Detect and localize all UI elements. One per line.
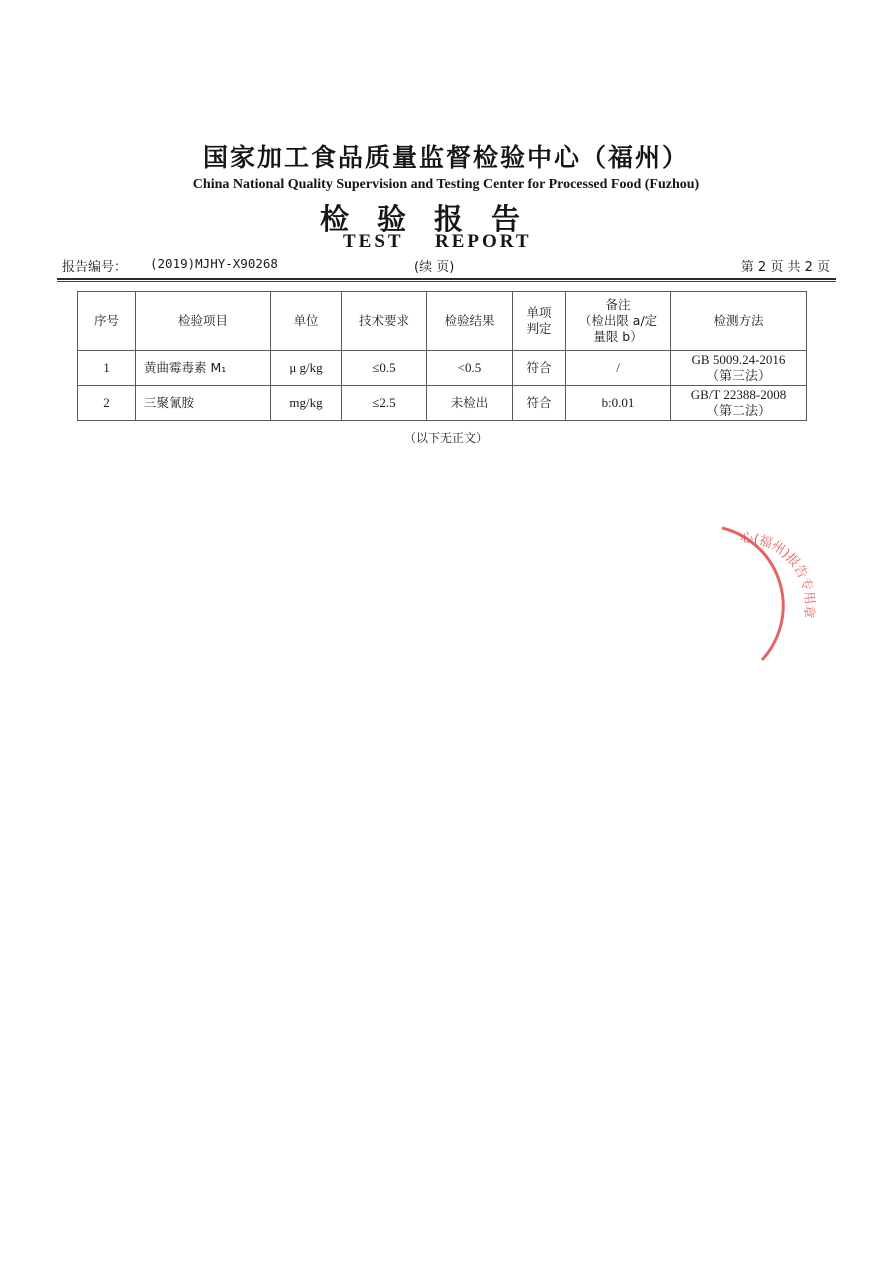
header-remark-line1: 备注 xyxy=(605,297,631,312)
report-number: (2019)MJHY-X90268 xyxy=(150,256,278,271)
cell-method-line1: GB 5009.24-2016 xyxy=(691,352,786,367)
table-header-row xyxy=(78,292,807,351)
cell-judgement: 符合 xyxy=(513,386,566,421)
report-title-english: TEST REPORT xyxy=(343,231,532,252)
header-remark-line3: 量限 b） xyxy=(593,329,643,344)
seal-text: 心(福州)报告专用章 xyxy=(739,530,817,620)
header-remark-line2: （检出限 a/定 xyxy=(578,313,658,328)
header-rule-thin xyxy=(57,281,836,282)
header-requirement: 技术要求 xyxy=(342,292,427,351)
header-result: 检验结果 xyxy=(427,292,513,351)
report-meta-row xyxy=(62,256,830,276)
cell-method xyxy=(671,351,807,386)
cell-result: <0.5 xyxy=(427,351,513,386)
cell-seq: 2 xyxy=(78,386,136,421)
cell-requirement: ≤0.5 xyxy=(342,351,427,386)
table-row xyxy=(78,386,807,421)
report-number-label: 报告编号： xyxy=(62,260,128,275)
cell-judgement: 符合 xyxy=(513,351,566,386)
cell-method-line2: （第二法） xyxy=(705,403,771,418)
cell-method-line1: GB/T 22388-2008 xyxy=(690,387,787,402)
cell-requirement: ≤2.5 xyxy=(342,386,427,421)
cell-method xyxy=(671,386,807,421)
cell-result: 未检出 xyxy=(427,386,513,421)
cell-unit: μ g/kg xyxy=(271,351,342,386)
results-table xyxy=(77,291,807,421)
cell-unit: mg/kg xyxy=(271,386,342,421)
continuation-label: (续 页) xyxy=(414,260,455,275)
cell-method-line2: （第三法） xyxy=(705,368,771,383)
header-seq: 序号 xyxy=(78,292,136,351)
center-title-english: China National Quality Supervision and Testing Center for Processed Food (Fuzhou) xyxy=(192,177,700,192)
header-rule xyxy=(57,278,836,280)
cell-item: 黄曲霉毒素 M₁ xyxy=(136,351,271,386)
cell-seq: 1 xyxy=(78,351,136,386)
cell-remark: / xyxy=(566,351,671,386)
header-judgement-line1: 单项 xyxy=(526,305,552,320)
header-judgement-line2: 判定 xyxy=(526,321,552,336)
header-method: 检测方法 xyxy=(671,292,807,351)
report-title-chinese: 检验报告 xyxy=(320,202,549,236)
official-seal-icon xyxy=(700,520,850,670)
header-unit: 单位 xyxy=(271,292,342,351)
header-judgement xyxy=(513,292,566,351)
cell-item: 三聚氰胺 xyxy=(136,386,271,421)
cell-remark: b:0.01 xyxy=(566,386,671,421)
header-item: 检验项目 xyxy=(136,292,271,351)
end-of-text-note: （以下无正文） xyxy=(403,431,488,445)
table-row xyxy=(78,351,807,386)
header-remark xyxy=(566,292,671,351)
center-title-chinese: 国家加工食品质量监督检验中心（福州） xyxy=(202,143,689,172)
page-info: 第 2 页 共 2 页 xyxy=(740,260,830,275)
